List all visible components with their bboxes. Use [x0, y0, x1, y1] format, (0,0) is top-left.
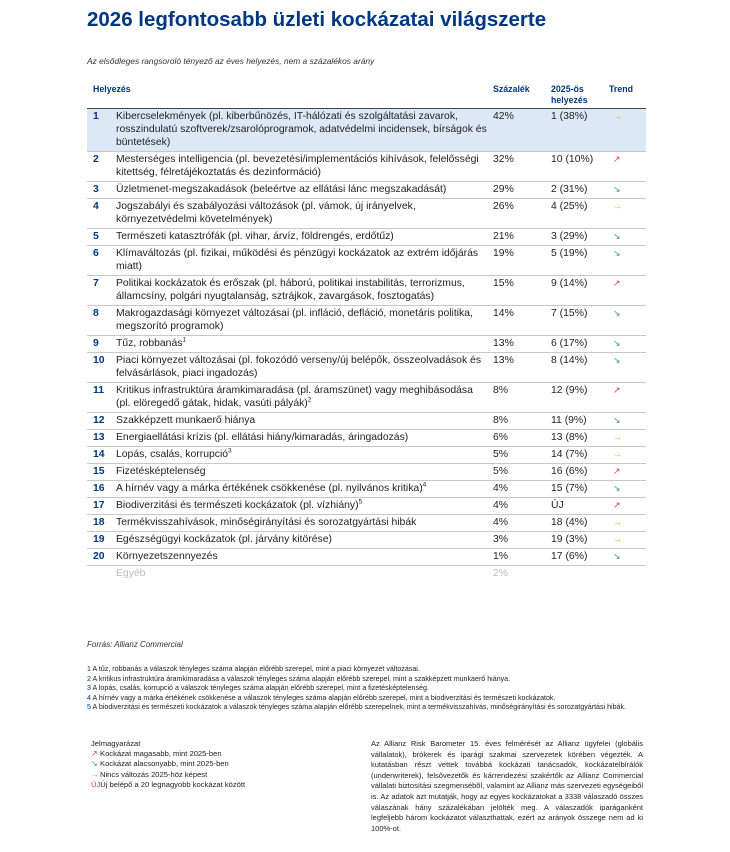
- row-rank: [87, 566, 116, 583]
- legend: [91, 739, 341, 790]
- row-rank: 3: [87, 182, 116, 199]
- footnote-ref: 4: [422, 481, 427, 489]
- row-rank: 12: [87, 413, 116, 430]
- trend-same-icon: →: [609, 430, 646, 447]
- trend-up-icon: ↗: [609, 383, 646, 413]
- row-description: [116, 498, 493, 515]
- row-trend: [609, 566, 646, 583]
- header-percent: Százalék: [493, 84, 530, 94]
- row-description-text: Politikai kockázatok és erőszak (pl. háború, politikai instabilitás, terrorizmus, államcsíny, polgári nyugtalanság, sztrájkok, zavargások, fosztogatás): [116, 278, 465, 302]
- table-row: [87, 532, 646, 549]
- row-prev-rank: 14 (7%): [551, 447, 609, 464]
- table-row: [87, 182, 646, 199]
- row-description: [116, 152, 493, 182]
- row-prev-rank: 9 (14%): [551, 276, 609, 306]
- trend-down-icon: ↘: [91, 759, 98, 769]
- trend-up-icon: ↗: [91, 749, 98, 759]
- footnote: [87, 665, 647, 675]
- header-trend: Trend: [609, 84, 633, 94]
- trend-down-icon: ↘: [609, 306, 646, 336]
- trend-up-icon: ↗: [609, 276, 646, 306]
- table-row: [87, 353, 646, 383]
- row-percent: 19%: [493, 246, 551, 276]
- row-prev-rank: 1 (38%): [551, 109, 609, 152]
- row-rank: 11: [87, 383, 116, 413]
- trend-down-icon: ↘: [609, 549, 646, 566]
- subtitle: Az elsődleges rangsoroló tényező az éves helyezés, nem a százalékos arány: [87, 56, 375, 66]
- row-percent: 13%: [493, 336, 551, 353]
- table-row: [87, 306, 646, 336]
- page-title: 2026 legfontosabb üzleti kockázatai világszerte: [87, 8, 547, 31]
- source-note: Forrás: Allianz Commercial: [87, 640, 183, 649]
- table-row: [87, 430, 646, 447]
- table-row: [87, 481, 646, 498]
- row-rank: 13: [87, 430, 116, 447]
- footnote: [87, 703, 647, 713]
- row-prev-rank: 17 (6%): [551, 549, 609, 566]
- table-row: [87, 109, 646, 152]
- row-prev-rank: 13 (8%): [551, 430, 609, 447]
- row-description-text: Makrogazdasági környezet változásai (pl. infláció, defláció, monetáris politika, megszorító programok): [116, 308, 473, 332]
- row-description-text: Energiaellátási krízis (pl. ellátási hiány/kimaradás, áringadozás): [116, 432, 409, 443]
- table-row: [87, 199, 646, 229]
- row-rank: 8: [87, 306, 116, 336]
- footnote: [87, 684, 647, 694]
- row-prev-rank: 18 (4%): [551, 515, 609, 532]
- row-percent: 32%: [493, 152, 551, 182]
- row-rank: 6: [87, 246, 116, 276]
- row-prev-rank: 6 (17%): [551, 336, 609, 353]
- trend-same-icon: →: [609, 447, 646, 464]
- risk-table-body: [87, 109, 646, 583]
- row-prev-rank: [551, 566, 609, 583]
- row-prev-rank: 4 (25%): [551, 199, 609, 229]
- row-description: [116, 109, 493, 152]
- row-description: [116, 182, 493, 199]
- footnote-number: 2: [87, 674, 91, 683]
- legend-down: ↘ Kockázat alacsonyabb, mint 2025-ben: [91, 759, 229, 769]
- legend-title: Jelmagyarázat: [91, 739, 141, 748]
- trend-down-icon: ↘: [609, 246, 646, 276]
- row-percent: 42%: [493, 109, 551, 152]
- table-row: [87, 229, 646, 246]
- row-description: [116, 276, 493, 306]
- row-rank: 2: [87, 152, 116, 182]
- table-header-row: [87, 83, 646, 109]
- footnote-text: A hírnév vagy a márka értékének csökkenése a válaszok tényleges száma alapján előrébb szerepel, mint a biodiverzitási és természeti kockázatok.: [92, 693, 556, 702]
- row-prev-rank: 15 (7%): [551, 481, 609, 498]
- footnote-number: 5: [87, 703, 91, 712]
- row-description: [116, 246, 493, 276]
- trend-up-icon: ↗: [609, 464, 646, 481]
- row-description-text: Egészségügyi kockázatok (pl. járvány kitörése): [116, 534, 332, 545]
- table-row-other: [87, 566, 646, 583]
- risk-table: [87, 83, 646, 582]
- row-percent: 4%: [493, 481, 551, 498]
- row-description-text: Szakképzett munkaerő hiánya: [116, 415, 256, 426]
- trend-down-icon: ↘: [609, 336, 646, 353]
- trend-down-icon: ↘: [609, 229, 646, 246]
- row-description: [116, 481, 493, 498]
- row-percent: 21%: [493, 229, 551, 246]
- row-description: [116, 199, 493, 229]
- table-row: [87, 498, 646, 515]
- row-prev-rank: 8 (14%): [551, 353, 609, 383]
- row-description: [116, 447, 493, 464]
- footnote: [87, 694, 647, 704]
- table-row: [87, 515, 646, 532]
- trend-up-icon: ↗: [609, 498, 646, 515]
- row-description-text: Termékvisszahívások, minőségirányítási és sorozatgyártási hibák: [116, 517, 417, 528]
- row-rank: 5: [87, 229, 116, 246]
- row-prev-rank: 2 (31%): [551, 182, 609, 199]
- row-description-text: Kibercselekmények (pl. kiberbűnözés, IT-hálózati és szolgáltatási zavarok, rosszindulatú szoftverek/zsarolóprogramok, adatvédelmi incidensek, bírságok és büntetések): [116, 111, 487, 148]
- row-percent: 8%: [493, 383, 551, 413]
- trend-up-icon: ↗: [609, 152, 646, 182]
- row-prev-rank: 3 (29%): [551, 229, 609, 246]
- row-description: [116, 413, 493, 430]
- row-description: [116, 336, 493, 353]
- row-percent: 15%: [493, 276, 551, 306]
- table-row: [87, 447, 646, 464]
- row-prev-rank: 12 (9%): [551, 383, 609, 413]
- row-prev-rank: 16 (6%): [551, 464, 609, 481]
- trend-down-icon: ↘: [609, 481, 646, 498]
- table-row: [87, 464, 646, 481]
- row-percent: 8%: [493, 413, 551, 430]
- row-percent: 29%: [493, 182, 551, 199]
- row-description: [116, 383, 493, 413]
- trend-down-icon: ↘: [609, 353, 646, 383]
- row-description-text: Mesterséges intelligencia (pl. bevezetési/implementációs kihívások, felelősségi kitettség, félretájékoztatás és dezinformáció): [116, 154, 479, 178]
- row-prev-rank: 5 (19%): [551, 246, 609, 276]
- legend-up: ↗ Kockázat magasabb, mint 2025-ben: [91, 749, 222, 759]
- row-description-text: A hírnév vagy a márka értékének csökkenése (pl. nyilvános kritika): [116, 483, 423, 494]
- row-percent: 5%: [493, 464, 551, 481]
- row-percent: 3%: [493, 532, 551, 549]
- footnote-number: 3: [87, 684, 91, 693]
- row-description: [116, 353, 493, 383]
- row-rank: 10: [87, 353, 116, 383]
- row-description-text: Klímaváltozás (pl. fizikai, működési és pénzügyi kockázatok az extrém időjárás miatt): [116, 248, 479, 272]
- row-percent: 5%: [493, 447, 551, 464]
- row-percent: 4%: [493, 498, 551, 515]
- trend-same-icon: →: [609, 515, 646, 532]
- header-rank: Helyezés: [93, 84, 131, 94]
- row-prev-rank: ÚJ: [551, 498, 609, 515]
- trend-down-icon: ↘: [609, 413, 646, 430]
- row-rank: 19: [87, 532, 116, 549]
- row-percent: 13%: [493, 353, 551, 383]
- table-row: [87, 336, 646, 353]
- row-description-text: Természeti katasztrófák (pl. vihar, árvíz, földrengés, erdőtűz): [116, 231, 394, 242]
- trend-same-icon: →: [609, 109, 646, 152]
- row-percent: 26%: [493, 199, 551, 229]
- row-rank: 20: [87, 549, 116, 566]
- row-prev-rank: 7 (15%): [551, 306, 609, 336]
- row-description-text: Piaci környezet változásai (pl. fokozódó verseny/új belépők, összeolvadások és felvásárlások, piaci ingadozás): [116, 355, 482, 379]
- trend-same-icon: →: [609, 532, 646, 549]
- row-rank: 18: [87, 515, 116, 532]
- table-row: [87, 276, 646, 306]
- footnote-ref: 1: [182, 336, 187, 344]
- footnote: [87, 675, 647, 685]
- row-description-text: Üzletmenet-megszakadások (beleértve az ellátási lánc megszakadását): [116, 184, 447, 195]
- row-percent: 4%: [493, 515, 551, 532]
- trend-down-icon: ↘: [609, 182, 646, 199]
- table-row: [87, 152, 646, 182]
- footnote-ref: 2: [307, 396, 312, 404]
- trend-same-icon: →: [609, 199, 646, 229]
- table-row: [87, 246, 646, 276]
- other-label: Egyéb: [116, 568, 146, 579]
- footnote-ref: 3: [228, 447, 232, 455]
- row-percent: 6%: [493, 430, 551, 447]
- row-description-text: Lopás, csalás, korrupció: [116, 449, 229, 460]
- row-rank: 16: [87, 481, 116, 498]
- table-row: [87, 383, 646, 413]
- row-rank: 4: [87, 199, 116, 229]
- footnote-text: A kritikus infrastruktúra áramkimaradása a válaszok tényleges száma alapján előrébb szerepel, mint a szakképzett munkaerő hiánya.: [92, 674, 511, 683]
- row-rank: 9: [87, 336, 116, 353]
- row-description: [116, 229, 493, 246]
- trend-same-icon: →: [91, 769, 99, 779]
- row-rank: 1: [87, 109, 116, 152]
- legend-same: →Nincs változás 2025-höz képest: [91, 769, 208, 779]
- footnote-text: A biodiverzitási és természeti kockázatok a válaszok tényleges száma alapján előrébb szerepelnek, mint a termékvisszahívás, minőségirányítási és sorozatgyártási hibák.: [92, 703, 627, 712]
- row-rank: 14: [87, 447, 116, 464]
- row-description: [116, 306, 493, 336]
- row-description: [116, 430, 493, 447]
- footnote-number: 1: [87, 665, 91, 673]
- table-row: [87, 549, 646, 566]
- row-rank: 17: [87, 498, 116, 515]
- row-rank: 7: [87, 276, 116, 306]
- footnote-ref: 5: [358, 498, 363, 506]
- row-description-text: Kritikus infrastruktúra áramkimaradása (pl. áramszünet) vagy meghibásodása (pl. elöregedő gátak, hidak, vasúti pályák): [116, 385, 473, 409]
- row-description: [116, 532, 493, 549]
- footnotes: [87, 665, 647, 713]
- row-rank: 15: [87, 464, 116, 481]
- other-percent: 2%: [493, 568, 509, 579]
- row-percent: 1%: [493, 549, 551, 566]
- footnote-text: A tűz, robbanás a válaszok tényleges száma alapján előrébb szerepel, mint a piaci környezet változásai.: [92, 665, 420, 673]
- methodology-note: Az Allianz Risk Barometer 15. éves felmérését az Allianz ügyfelei (globális vállalatok), brókerek és iparági szakmai szervezetek körében végezték. A kutatásban részt vettek továbbá kockázati tanácsadók, kockázatelbírálók (underwriterek), felsővezetők és kárrendezési szakértők az Allianz Commercial vállalati biztosítási szegmensébõl, valamint az Allianz más szervezeti egységeiből is. Az adatok azt mutatják, hogy az egyes kockázatokat a 3338 válaszadó összes válaszának hány százalékában jelölték meg. A válaszadók iparáganként legfeljebb három kockázatot választhattak, ezért az arányok összege nem ad ki 100%-ot.: [371, 739, 643, 833]
- row-description: [116, 464, 493, 481]
- row-description-text: Környezetszennyezés: [116, 551, 218, 562]
- row-prev-rank: 11 (9%): [551, 413, 609, 430]
- row-percent: 14%: [493, 306, 551, 336]
- row-description-text: Tűz, robbanás: [116, 338, 183, 349]
- footnote-number: 4: [87, 693, 91, 702]
- header-prev: 2025-ös helyezés: [551, 84, 588, 105]
- new-badge: ÚJ: [91, 779, 101, 789]
- table-row: [87, 413, 646, 430]
- row-prev-rank: 10 (10%): [551, 152, 609, 182]
- row-description: [116, 515, 493, 532]
- row-description-text: Fizetésképtelenség: [116, 466, 206, 477]
- legend-new: ÚJÚj belépő a 20 legnagyobb kockázat között: [91, 779, 246, 789]
- row-description-text: Jogszabályi és szabályozási változások (pl. vámok, új irányelvek, környezetvédelmi követelmények): [116, 201, 416, 225]
- row-prev-rank: 19 (3%): [551, 532, 609, 549]
- row-description-text: Biodiverzitási és természeti kockázatok (pl. vízhiány): [116, 500, 359, 511]
- footnote-text: A lopás, csalás, korrupció a válaszok tényleges száma alapján előrébb szerepel, mint a fizetésképtelenség.: [92, 684, 429, 693]
- row-description: [116, 549, 493, 566]
